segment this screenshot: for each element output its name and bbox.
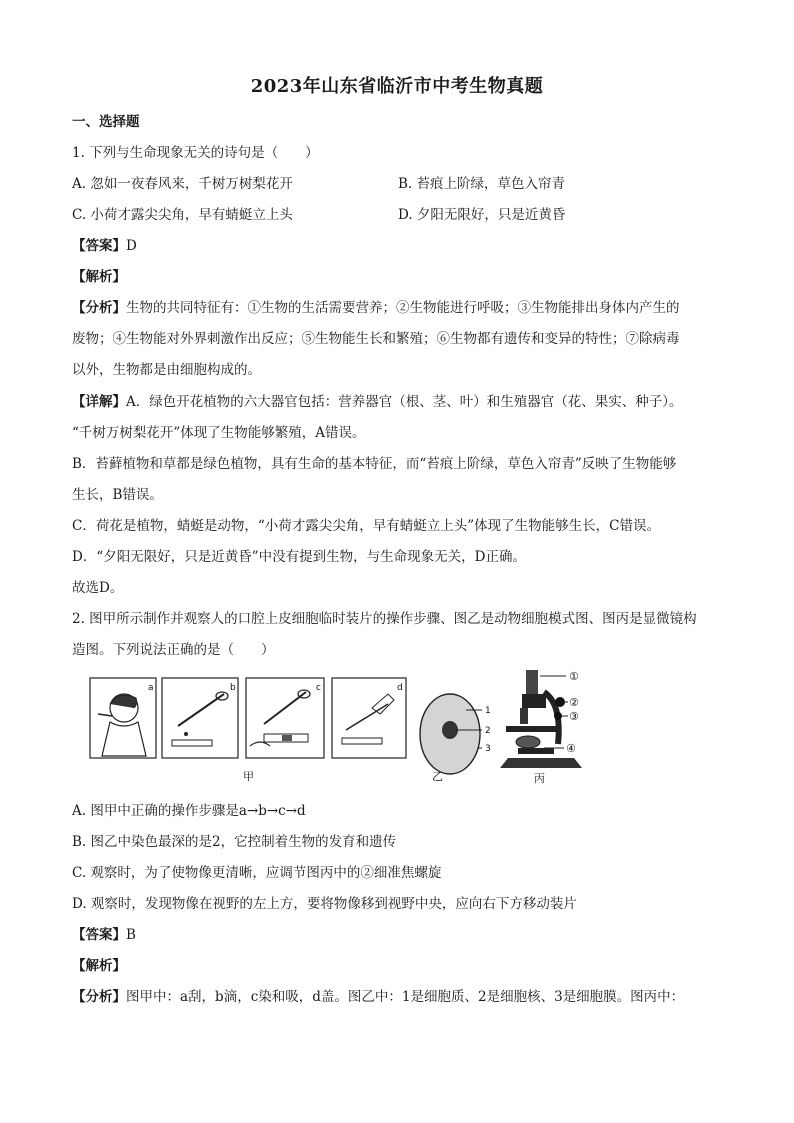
microscope-label-4: ④ <box>566 742 576 755</box>
q1-detail-line-5: C．荷花是植物，蜻蜓是动物，“小荷才露尖尖角，早有蜻蜓立上头”体现了生物能够生长，C错误。 <box>72 518 660 534</box>
q2-analysis-line-1 <box>72 985 684 1005</box>
q1-detail-line-2: “千树万树梨花开”体现了生物能够繁殖，A错误。 <box>72 425 366 441</box>
detail-tag: 【详解】 <box>72 394 126 410</box>
answer-tag: 【答案】 <box>72 927 126 943</box>
q2-analysis-heading: 【解析】 <box>72 958 126 974</box>
animal-cell-diagram <box>420 694 491 783</box>
q1-detail-line-4: 生长，B错误。 <box>72 487 163 503</box>
panel-d-label: d <box>397 683 403 693</box>
q1-analysis-line-1 <box>72 296 680 316</box>
q2-answer <box>72 923 136 943</box>
q1-detail-line-1 <box>72 390 683 410</box>
q1-answer <box>72 234 137 254</box>
q1-stem: 1. 下列与生命现象无关的诗句是（ ） <box>72 145 319 161</box>
cell-label-1: 1 <box>485 706 491 716</box>
answer-value: B <box>126 927 136 943</box>
panel-a <box>90 678 156 758</box>
panel-d <box>332 678 406 758</box>
answer-value: D <box>126 238 137 254</box>
answer-tag: 【答案】 <box>72 238 126 254</box>
q1-option-a: A. 忽如一夜春风来，千树万树梨花开 <box>72 176 293 192</box>
microscope-label-1: ① <box>569 670 579 683</box>
q2-option-d: D. 观察时，发现物像在视野的左上方，要将物像移到视野中央，应向右下方移动装片 <box>72 896 577 912</box>
analysis-text: 生物的共同特征有：①生物的生活需要营养；②生物能进行呼吸；③生物能排出身体内产生的 <box>126 300 680 316</box>
q2-stem-line-1: 2. 图甲所示制作并观察人的口腔上皮细胞临时装片的操作步骤、图乙是动物细胞模式图、图丙是显微镜构 <box>72 611 697 627</box>
q1-option-c: C. 小荷才露尖尖角，早有蜻蜓立上头 <box>72 207 293 223</box>
q1-analysis-line-2: 废物；④生物能对外界刺激作出反应；⑤生物能生长和繁殖；⑥生物都有遗传和变异的特性；⑦除病毒 <box>72 331 680 347</box>
panel-c-label: c <box>316 683 321 693</box>
q2-figure <box>88 664 602 786</box>
q1-analysis-line-3: 以外，生物都是由细胞构成的。 <box>72 362 261 378</box>
microscope-diagram <box>500 670 582 785</box>
q2-stem-line-2: 造图。下列说法正确的是（ ） <box>72 642 275 658</box>
panel-b-label: b <box>230 683 236 693</box>
cell-label-2: 2 <box>485 726 491 736</box>
q2-option-c: C. 观察时，为了使物像更清晰，应调节图丙中的②细准焦螺旋 <box>72 865 442 881</box>
q1-conclusion: 故选D。 <box>72 580 124 596</box>
panel-c <box>246 678 324 758</box>
microscope-label-3: ③ <box>569 710 579 723</box>
caption-yi: 乙 <box>432 770 443 783</box>
cell-label-3: 3 <box>485 744 491 754</box>
q1-option-d: D. 夕阳无限好，只是近黄昏 <box>398 207 566 223</box>
detail-text: A．绿色开花植物的六大器官包括：营养器官（根、茎、叶）和生殖器官（花、果实、种子）。 <box>126 394 683 410</box>
q2-option-a: A. 图甲中正确的操作步骤是a→b→c→d <box>72 803 306 819</box>
section-heading: 一、选择题 <box>72 114 140 130</box>
q1-detail-line-6: D．“夕阳无限好，只是近黄昏”中没有提到生物，与生命现象无关，D正确。 <box>72 549 526 565</box>
microscope-label-2: ② <box>569 696 579 709</box>
q1-analysis-heading: 【解析】 <box>72 269 126 285</box>
analysis-tag: 【分析】 <box>72 300 126 316</box>
q2-figure-svg <box>88 664 602 786</box>
page-title: 2023年山东省临沂市中考生物真题 <box>250 76 544 97</box>
q2-option-b: B. 图乙中染色最深的是2，它控制着生物的发育和遗传 <box>72 834 397 850</box>
q1-detail-line-3: B．苔藓植物和草都是绿色植物，具有生命的基本特征，而“苔痕上阶绿，草色入帘青”反映了生物能够 <box>72 456 677 472</box>
caption-bing: 丙 <box>534 772 545 785</box>
panel-a-label: a <box>148 683 154 693</box>
panel-b <box>162 678 238 758</box>
analysis-tag: 【分析】 <box>72 989 126 1005</box>
q1-option-b: B. 苔痕上阶绿，草色入帘青 <box>398 176 566 192</box>
analysis-text: 图甲中：a刮，b滴，c染和吸，d盖。图乙中：1是细胞质、2是细胞核、3是细胞膜。图丙中： <box>126 989 685 1005</box>
caption-jia: 甲 <box>243 770 254 783</box>
